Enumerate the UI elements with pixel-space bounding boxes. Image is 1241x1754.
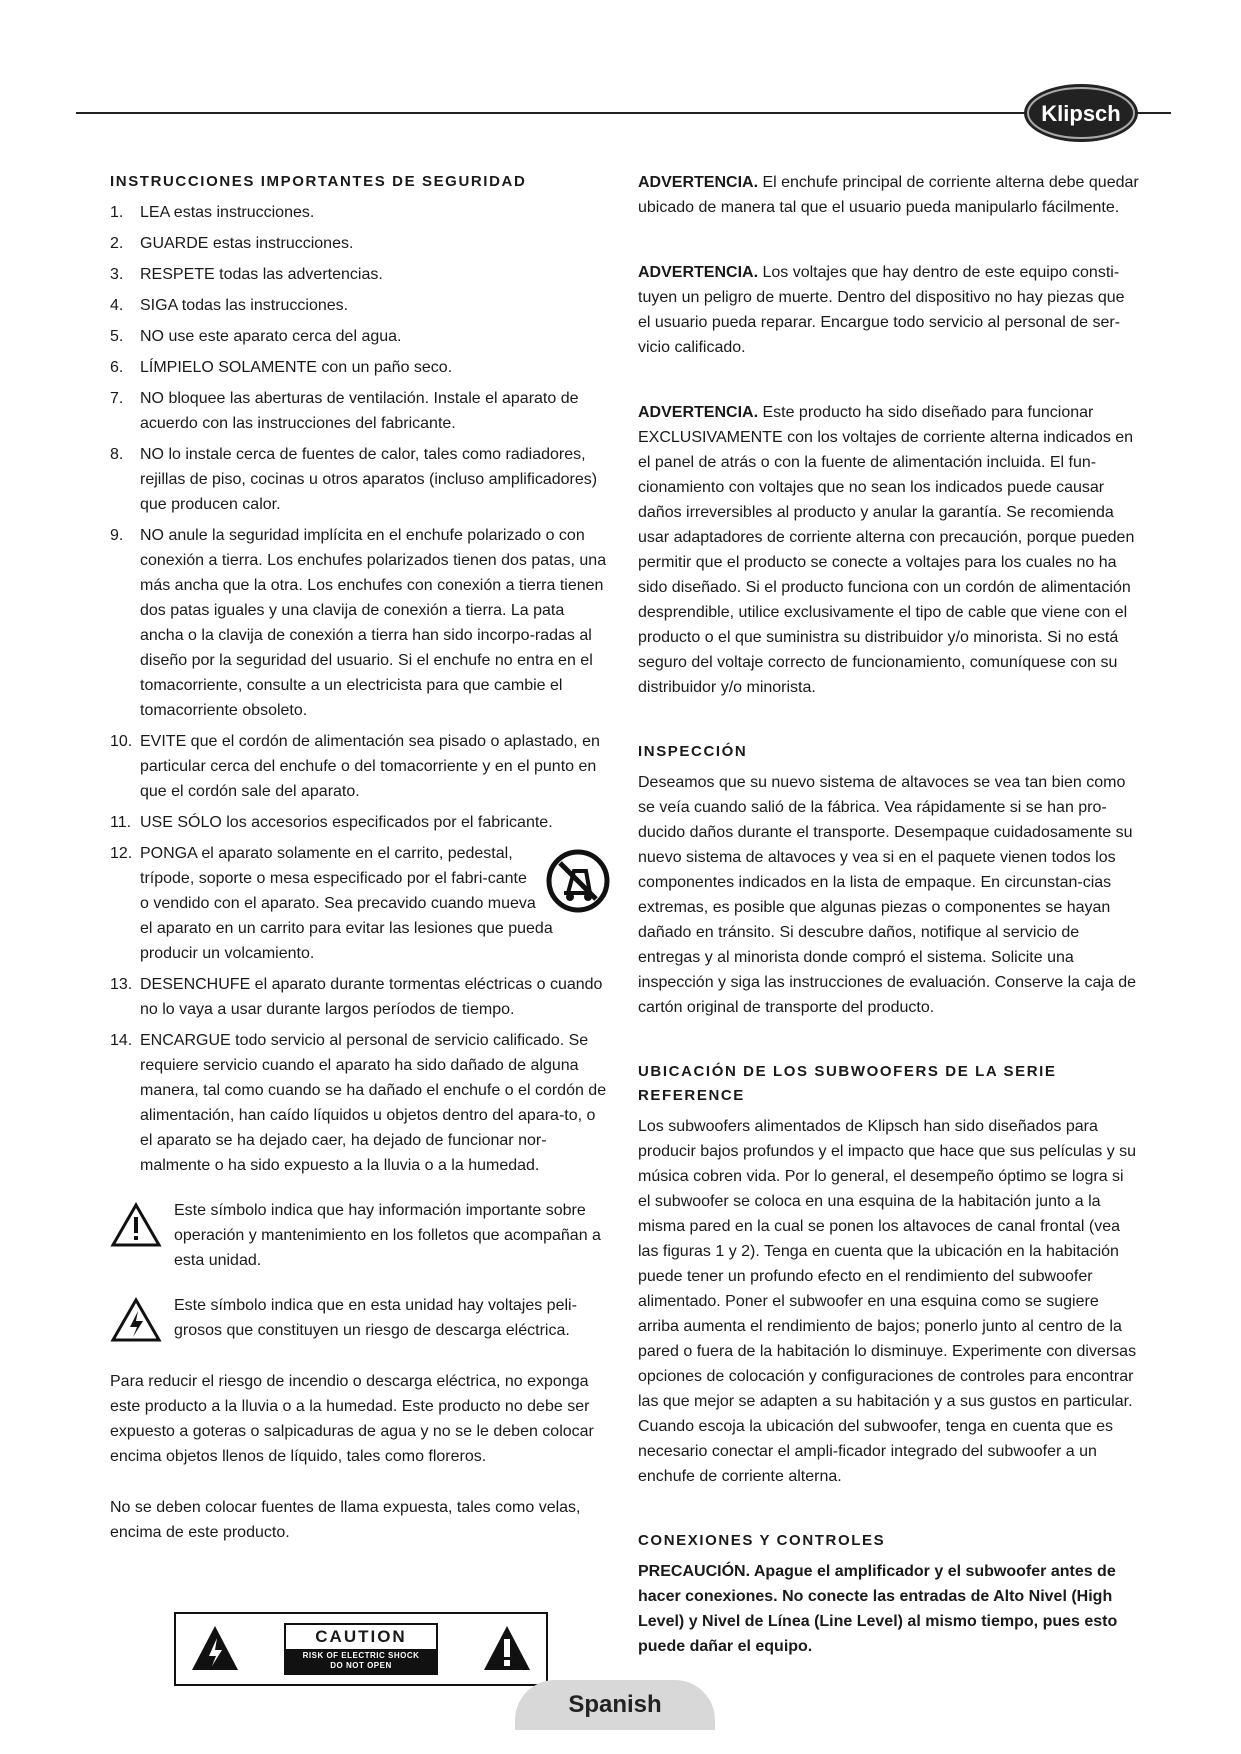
- warning-text: El enchufe principal de corriente alterna debe quedar ubicado de manera tal que el usuario pueda manipularlo fácilmente.: [638, 174, 1139, 216]
- item-number: 6.: [110, 359, 124, 376]
- list-item: [110, 386, 610, 436]
- exclamation-triangle-icon: [110, 1202, 162, 1248]
- list-item: [110, 324, 610, 349]
- lightning-triangle-icon: [110, 1297, 162, 1343]
- item-number: 10.: [110, 733, 133, 750]
- warning-label: ADVERTENCIA.: [638, 174, 759, 191]
- item-text: LÍMPIELO SOLAMENTE con un paño seco.: [140, 359, 453, 376]
- caution-title: CAUTION: [315, 1627, 407, 1646]
- list-item: [110, 442, 610, 517]
- list-item: [110, 810, 610, 835]
- item-text: EVITE que el cordón de alimentación sea pisado o aplastado, en particular cerca del enchufe o del tomacorriente y en el punto en que el cordón sale del aparato.: [140, 733, 600, 800]
- item-text: PONGA el aparato solamente en el carrito, pedestal, trípode, soporte o mesa especificado por el fabri-cante o vendido con el aparato. Sea precavido cuando mueva el aparato en un carrito para evitar las lesiones que pueda producir un volcamiento.: [140, 845, 553, 962]
- list-item: [110, 841, 610, 966]
- item-text: RESPETE todas las advertencias.: [140, 266, 383, 283]
- caution-label: [174, 1612, 548, 1686]
- item-number: 11.: [110, 814, 132, 831]
- info-symbol-text: Este símbolo indica que hay información importante sobre operación y mantenimiento en los folletos que acompañan a esta unidad.: [174, 1202, 601, 1269]
- left-column: [110, 170, 610, 1545]
- flame-paragraph: No se deben colocar fuentes de llama expuesta, tales como velas, encima de este producto.: [110, 1499, 581, 1541]
- logo-text: Klipsch: [1041, 101, 1121, 126]
- cart-warning-icon: [546, 849, 610, 913]
- item-number: 7.: [110, 390, 124, 407]
- item-text: NO bloquee las aberturas de ventilación. Instale el aparato de acuerdo con las instrucciones del fabricante.: [140, 390, 579, 432]
- safety-heading: INSTRUCCIONES IMPORTANTES DE SEGURIDAD: [110, 173, 527, 190]
- list-item: [110, 972, 610, 1022]
- item-number: 4.: [110, 297, 124, 314]
- warning-text: Los voltajes que hay dentro de este equipo consti-tuyen un peligro de muerte. Dentro del dispositivo no hay piezas que el usuario pueda reparar. Encargue todo servicio al personal de ser-vicio calificado.: [638, 264, 1125, 356]
- warning-label: ADVERTENCIA.: [638, 264, 759, 281]
- item-text: ENCARGUE todo servicio al personal de servicio calificado. Se requiere servicio cuando el aparato ha sido dañado de alguna manera, tal como cuando se ha dañado el enchufe o el cordón de alimentación, han caído líquidos u objetos dentro del apara-to, o el aparato se ha dejado caer, ha dejado de funcionar nor-malmente o ha sido expuesto a la lluvia o a la humedad.: [140, 1032, 607, 1174]
- list-item: [110, 262, 610, 287]
- item-number: 5.: [110, 328, 124, 345]
- item-number: 8.: [110, 446, 124, 463]
- caution-paragraph: PRECAUCIÓN. Apague el amplificador y el subwoofer antes de hacer conexiones. No conecte las entradas de Alto Nivel (High Level) y Nivel de Línea (Line Level) al mismo tiempo, pues esto puede dañar el equipo.: [638, 1563, 1118, 1655]
- caution-text-block: [284, 1623, 438, 1675]
- warning-paragraph-2: [638, 260, 1140, 360]
- warning-paragraph-3: [638, 400, 1140, 700]
- item-number: 14.: [110, 1032, 133, 1049]
- header-rule: [76, 112, 1171, 114]
- warning-label: ADVERTENCIA.: [638, 404, 759, 421]
- placement-paragraph: Los subwoofers alimentados de Klipsch han sido diseñados para producir bajos profundos y el impacto que hace que sus películas y su música cobren vida. Por lo general, el desempeño óptimo se logra si el subwoofer se coloca en una esquina de la habitación junto a la misma pared en la cual se ponen los altavoces de canal frontal (vea las figuras 1 y 2). Tenga en cuenta que la ubicación en la habitación puede tener un profundo efecto en el rendimiento del subwoofer alimentado. Poner el subwoofer en una esquina como se sugiere arriba aumenta el rendimiento de bajos; ponerlo junto al centro de la pared o fuera de la habitación lo disminuye. Experimente con diversas opciones de colocación y configuraciones de controles para encontrar las que mejor se adapten a su habitación y a sus gustos en particular. Cuando escoja la ubicación del subwoofer, tenga en cuenta que es necesario conectar el ampli-ficador integrado del subwoofer a un enchufe de corriente alterna.: [638, 1118, 1137, 1485]
- item-text: LEA estas instrucciones.: [140, 204, 315, 221]
- language-tab: [515, 1680, 715, 1730]
- item-text: NO anule la seguridad implícita en el enchufe polarizado o con conexión a tierra. Los enchufes polarizados tienen dos patas, una más ancha que la otra. Los enchufes con conexión a tierra tienen dos patas iguales y una clavija de conexión a tierra. La pata ancha o la clavija de conexión a tierra han sido incorpo-radas al diseño por la seguridad del usuario. Si el enchufe no entra en el tomacorriente, consulte a un electricista para que cambie el tomacorriente obsoleto.: [140, 527, 607, 719]
- exclamation-warning-icon: [482, 1624, 532, 1674]
- item-text: NO use este aparato cerca del agua.: [140, 328, 402, 345]
- list-item: [110, 523, 610, 723]
- warning-text: Este producto ha sido diseñado para funcionar EXCLUSIVAMENTE con los voltajes de corriente alterna indicados en el panel de atrás o con la fuente de alimentación incluida. El fun-cionamiento con voltajes que no sean los indicados puede causar daños irreversibles al producto y anular la garantía. Se recomienda usar adaptadores de corriente alterna con precaución, porque pueden permitir que el producto se conecte a voltajes para los cuales no ha sido diseñado. Si el producto funciona con un cordón de alimentación desprendible, utilice exclusivamente el tipo de cable que viene con el producto o el que suministra su distribuidor y/o minorista. Si no está seguro del voltaje correcto de funcionamiento, comuníquese con su distribuidor y/o minorista.: [638, 404, 1135, 696]
- list-item: [110, 293, 610, 318]
- item-text: DESENCHUFE el aparato durante tormentas eléctricas o cuando no lo vaya a usar durante largos períodos de tiempo.: [140, 976, 603, 1018]
- list-item: [110, 729, 610, 804]
- klipsch-logo: [1022, 82, 1140, 144]
- list-item: [110, 200, 610, 225]
- item-number: 1.: [110, 204, 124, 221]
- item-text: SIGA todas las instrucciones.: [140, 297, 349, 314]
- caution-subtext: [286, 1649, 436, 1673]
- connections-heading: CONEXIONES Y CONTROLES: [638, 1532, 886, 1549]
- voltage-symbol-text: Este símbolo indica que en esta unidad hay voltajes peli-grosos que constituyen un riesgo de descarga eléctrica.: [174, 1297, 577, 1339]
- list-item: [110, 355, 610, 380]
- inspection-heading: INSPECCIÓN: [638, 743, 748, 760]
- list-item: [110, 231, 610, 256]
- safety-list: [110, 200, 610, 1178]
- caution-line-1: RISK OF ELECTRIC SHOCK: [302, 1651, 420, 1660]
- shock-warning-icon: [190, 1624, 240, 1674]
- item-text: NO lo instale cerca de fuentes de calor, tales como radiadores, rejillas de piso, cocinas u otros aparatos (incluso amplificadores) que producen calor.: [140, 446, 598, 513]
- placement-heading: UBICACIÓN DE LOS SUBWOOFERS DE LA SERIE REFERENCE: [638, 1063, 1057, 1104]
- right-column: [638, 170, 1140, 1659]
- item-text: GUARDE estas instrucciones.: [140, 235, 354, 252]
- item-number: 13.: [110, 976, 133, 993]
- item-text: USE SÓLO los accesorios especificados por el fabricante.: [140, 814, 553, 831]
- info-symbol-block: [110, 1198, 610, 1273]
- voltage-symbol-block: [110, 1293, 610, 1343]
- fire-risk-paragraph: Para reducir el riesgo de incendio o descarga eléctrica, no exponga este producto a la lluvia o a la humedad. Este producto no debe ser expuesto a goteras o salpicaduras de agua y no se le deben colocar encima objetos llenos de líquido, tales como floreros.: [110, 1373, 594, 1465]
- caution-line-2: DO NOT OPEN: [330, 1661, 392, 1670]
- warning-paragraph-1: [638, 170, 1140, 220]
- item-number: 3.: [110, 266, 124, 283]
- inspection-paragraph: Deseamos que su nuevo sistema de altavoces se vea tan bien como se veía cuando salió de la fábrica. Vea rápidamente si se han pro-ducido daños durante el transporte. Desempaque cuidadosamente su nuevo sistema de altavoces y vea si en el paquete vienen todos los componentes indicados en la lista de empaque. En circunstan-cias extremas, es posible que algunas piezas o componentes se hayan dañado en tránsito. Si descubre daños, notifique al servicio de entregas y al minorista donde compró el sistema. Solicite una inspección y siga las instrucciones de evaluación. Conserve la caja de cartón original de transporte del producto.: [638, 774, 1137, 1016]
- list-item: [110, 1028, 610, 1178]
- item-number: 12.: [110, 845, 133, 862]
- item-number: 9.: [110, 527, 124, 544]
- language-label: Spanish: [568, 1691, 662, 1718]
- item-number: 2.: [110, 235, 124, 252]
